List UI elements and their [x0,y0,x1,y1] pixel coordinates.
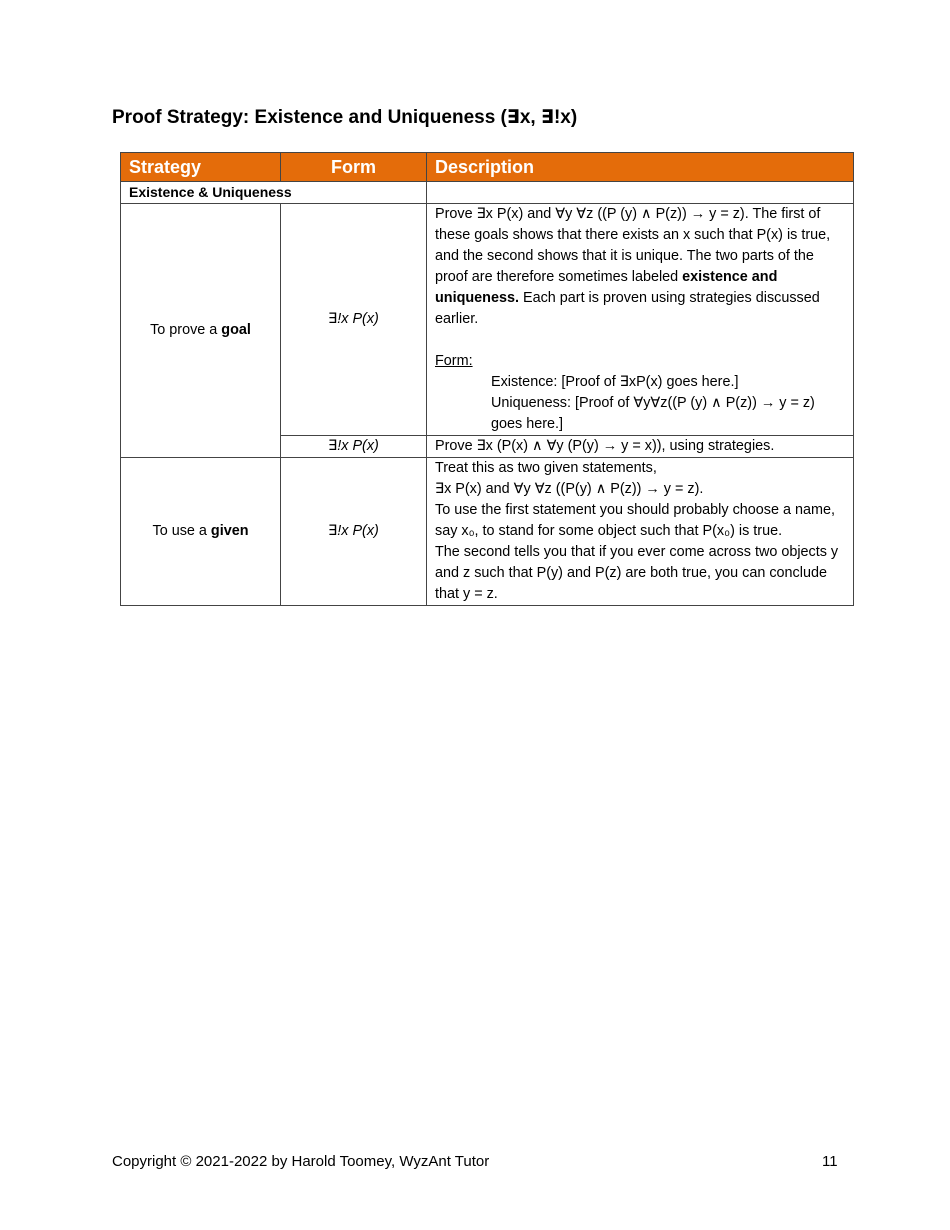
uniqueness-line: Uniqueness: [Proof of ∀y∀z((P (y) ∧ P(z)) → y = z) goes here.] [491,395,815,432]
strategy-goal-prefix: To prove a [150,322,222,338]
table-header-row [121,153,854,182]
strategy-table [120,152,854,606]
strategy-given-prefix: To use a [152,523,211,539]
strategy-goal-bold: goal [221,322,251,338]
header-form: Form [281,153,427,182]
header-description: Description [427,153,854,182]
strategy-given-bold: given [210,523,249,539]
form-expression: ∃!x P(x) [328,523,379,539]
description-cell [427,204,854,436]
form-label: Form: [435,353,473,369]
header-strategy: Strategy [121,153,281,182]
form-block [435,351,845,435]
section-empty-cell [427,182,854,204]
strategy-goal-cell [121,204,281,458]
table-row [121,204,854,436]
section-label: Existence & Uniqueness [121,182,427,204]
goal-description-text-2: Each part is proven using strategies discussed earlier. [435,290,820,327]
given-line-4: The second tells you that if you ever come across two objects y and z such that P(y) and P(z) are both true, you can conclude that y = z. [435,544,839,602]
goal-description-bold: existence and uniqueness. [435,269,778,306]
page-title: Proof Strategy: Existence and Uniqueness (∃x, ∃!x) [112,107,578,128]
table-row [121,458,854,606]
form-expression: ∃!x P(x) [328,311,379,327]
form-cell [281,458,427,606]
strategy-given-cell [121,458,281,606]
form-cell [281,204,427,436]
given-line-2: ∃x P(x) and ∀y ∀z ((P(y) ∧ P(z)) → y = z). [435,481,704,497]
description-cell: Prove ∃x (P(x) ∧ ∀y (P(y) → y = x)), using strategies. [427,436,854,458]
existence-line: Existence: [Proof of ∃xP(x) goes here.] [491,374,739,390]
given-line-3: To use the first statement you should probably choose a name, say x₀, to stand for some object such that P(x₀) is true. [435,502,835,539]
page-number: 11 [822,1153,838,1170]
section-row [121,182,854,204]
form-cell [281,436,427,458]
goal-description-text: Prove ∃x P(x) and ∀y ∀z ((P (y) ∧ P(z)) → y = z). The first of these goals shows that there exists an x such that P(x) is true, and the second shows that it is unique. The two parts of the proof are therefore sometimes labeled [435,206,831,285]
form-expression: ∃!x P(x) [328,438,379,454]
given-line-1: Treat this as two given statements, [435,460,657,476]
description-cell [427,458,854,606]
copyright-footer: Copyright © 2021-2022 by Harold Toomey, WyzAnt Tutor [112,1153,490,1170]
